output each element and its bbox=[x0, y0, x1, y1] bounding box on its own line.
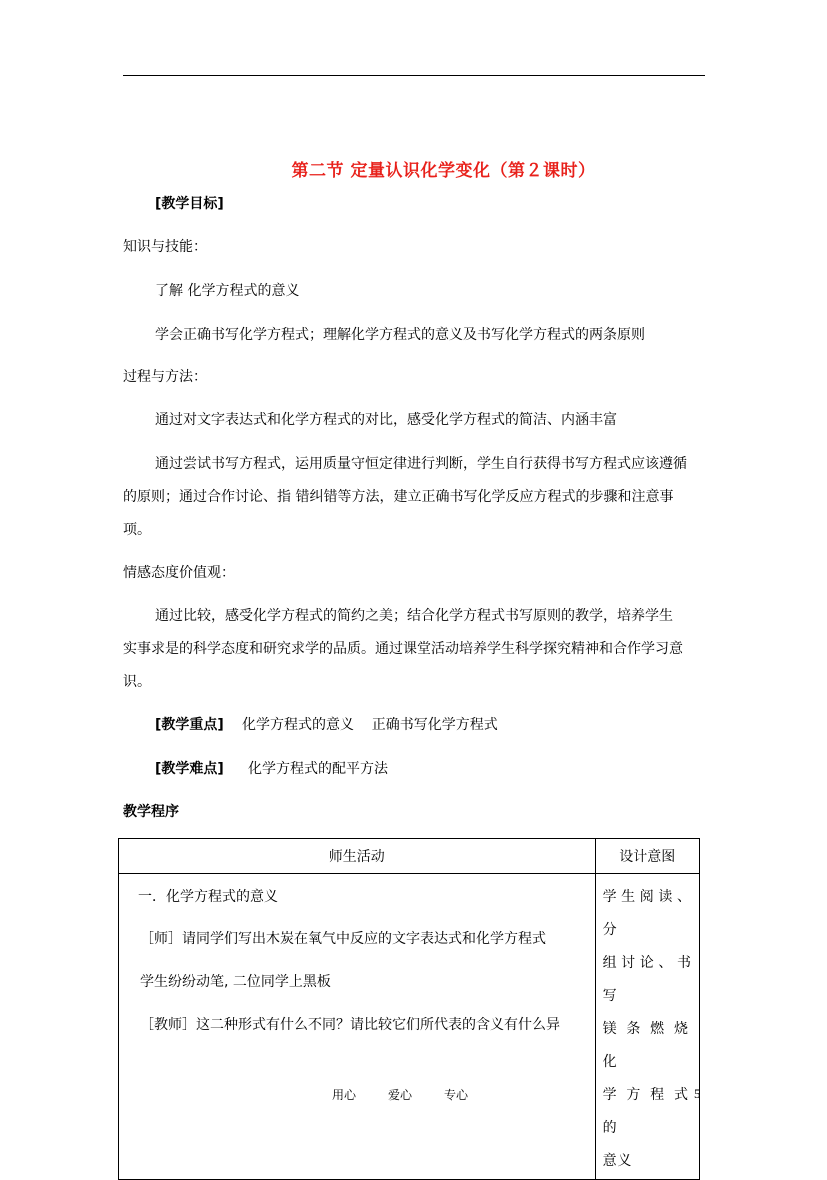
process-heading: 过程与方法： bbox=[123, 369, 207, 385]
knowledge-heading: 知识与技能： bbox=[123, 239, 207, 255]
table-header-intent: 设计意图 bbox=[595, 839, 699, 874]
activity-line: ［师］请同学们写出木炭在氧气中反应的文字表达式和化学方程式 bbox=[140, 931, 546, 947]
process-paragraph-line: 的原则；通过合作讨论、指 错纠错等方法，建立正确书写化学反应方程式的步骤和注意事 bbox=[123, 489, 674, 505]
emotion-paragraph-line: 实事求是的科学态度和研究求学的品质。通过课堂活动培养学生科学探究精神和合作学习意 bbox=[123, 641, 683, 657]
activity-line: 学生纷纷动笔, 二位同学上黑板 bbox=[140, 974, 331, 990]
footer-motto-3: 专心 bbox=[444, 1088, 469, 1102]
activity-line: 一．化学方程式的意义 bbox=[138, 889, 278, 905]
process-paragraph-line: 项。 bbox=[123, 522, 151, 538]
program-heading: 教学程序 bbox=[123, 804, 179, 820]
key-points-label: [教学重点] bbox=[155, 717, 224, 733]
difficulty-text: 化学方程式的配平方法 bbox=[248, 761, 388, 777]
emotion-paragraph-line: 识。 bbox=[123, 674, 151, 690]
intent-cell bbox=[595, 874, 699, 1180]
knowledge-item: 了解 化学方程式的意义 bbox=[155, 283, 300, 299]
activities-cell bbox=[119, 874, 596, 1180]
intent-line: 组讨论、书写 bbox=[602, 955, 692, 1004]
intent-line: 学方程式的 bbox=[602, 1087, 692, 1136]
intent-line: 学生阅读、分 bbox=[602, 889, 692, 938]
process-paragraph: 通过对文字表达式和化学方程式的对比，感受化学方程式的简洁、内涵丰富 bbox=[155, 412, 617, 428]
footer-motto-2: 爱心 bbox=[388, 1088, 413, 1102]
intent-line: 意义 bbox=[602, 1153, 633, 1169]
knowledge-item: 学会正确书写化学方程式；理解化学方程式的意义及书写化学方程式的两条原则 bbox=[155, 327, 645, 343]
goals-heading: [教学目标] bbox=[155, 196, 224, 212]
difficulty-label: [教学难点] bbox=[155, 761, 224, 777]
footer-motto-1: 用心 bbox=[332, 1088, 357, 1102]
table-header-activities: 师生活动 bbox=[119, 839, 596, 874]
intent-line: 镁条燃烧化 bbox=[602, 1021, 692, 1070]
emotion-heading: 情感态度价值观： bbox=[123, 565, 235, 581]
page-number: 5 bbox=[694, 1086, 701, 1101]
header-rule bbox=[123, 75, 705, 76]
activity-line: ［教师］这二种形式有什么不同？请比较它们所代表的含义有什么异 bbox=[140, 1017, 560, 1033]
key-points-text: 化学方程式的意义 正确书写化学方程式 bbox=[242, 717, 498, 733]
process-paragraph-line: 通过尝试书写方程式，运用质量守恒定律进行判断，学生自行获得书写方程式应该遵循 bbox=[155, 456, 687, 472]
page-title: 第二节 定量认识化学变化（第２课时） bbox=[291, 161, 596, 181]
program-table bbox=[118, 838, 700, 1180]
emotion-paragraph-line: 通过比较，感受化学方程式的简约之美；结合化学方程式书写原则的教学，培养学生 bbox=[155, 608, 673, 624]
